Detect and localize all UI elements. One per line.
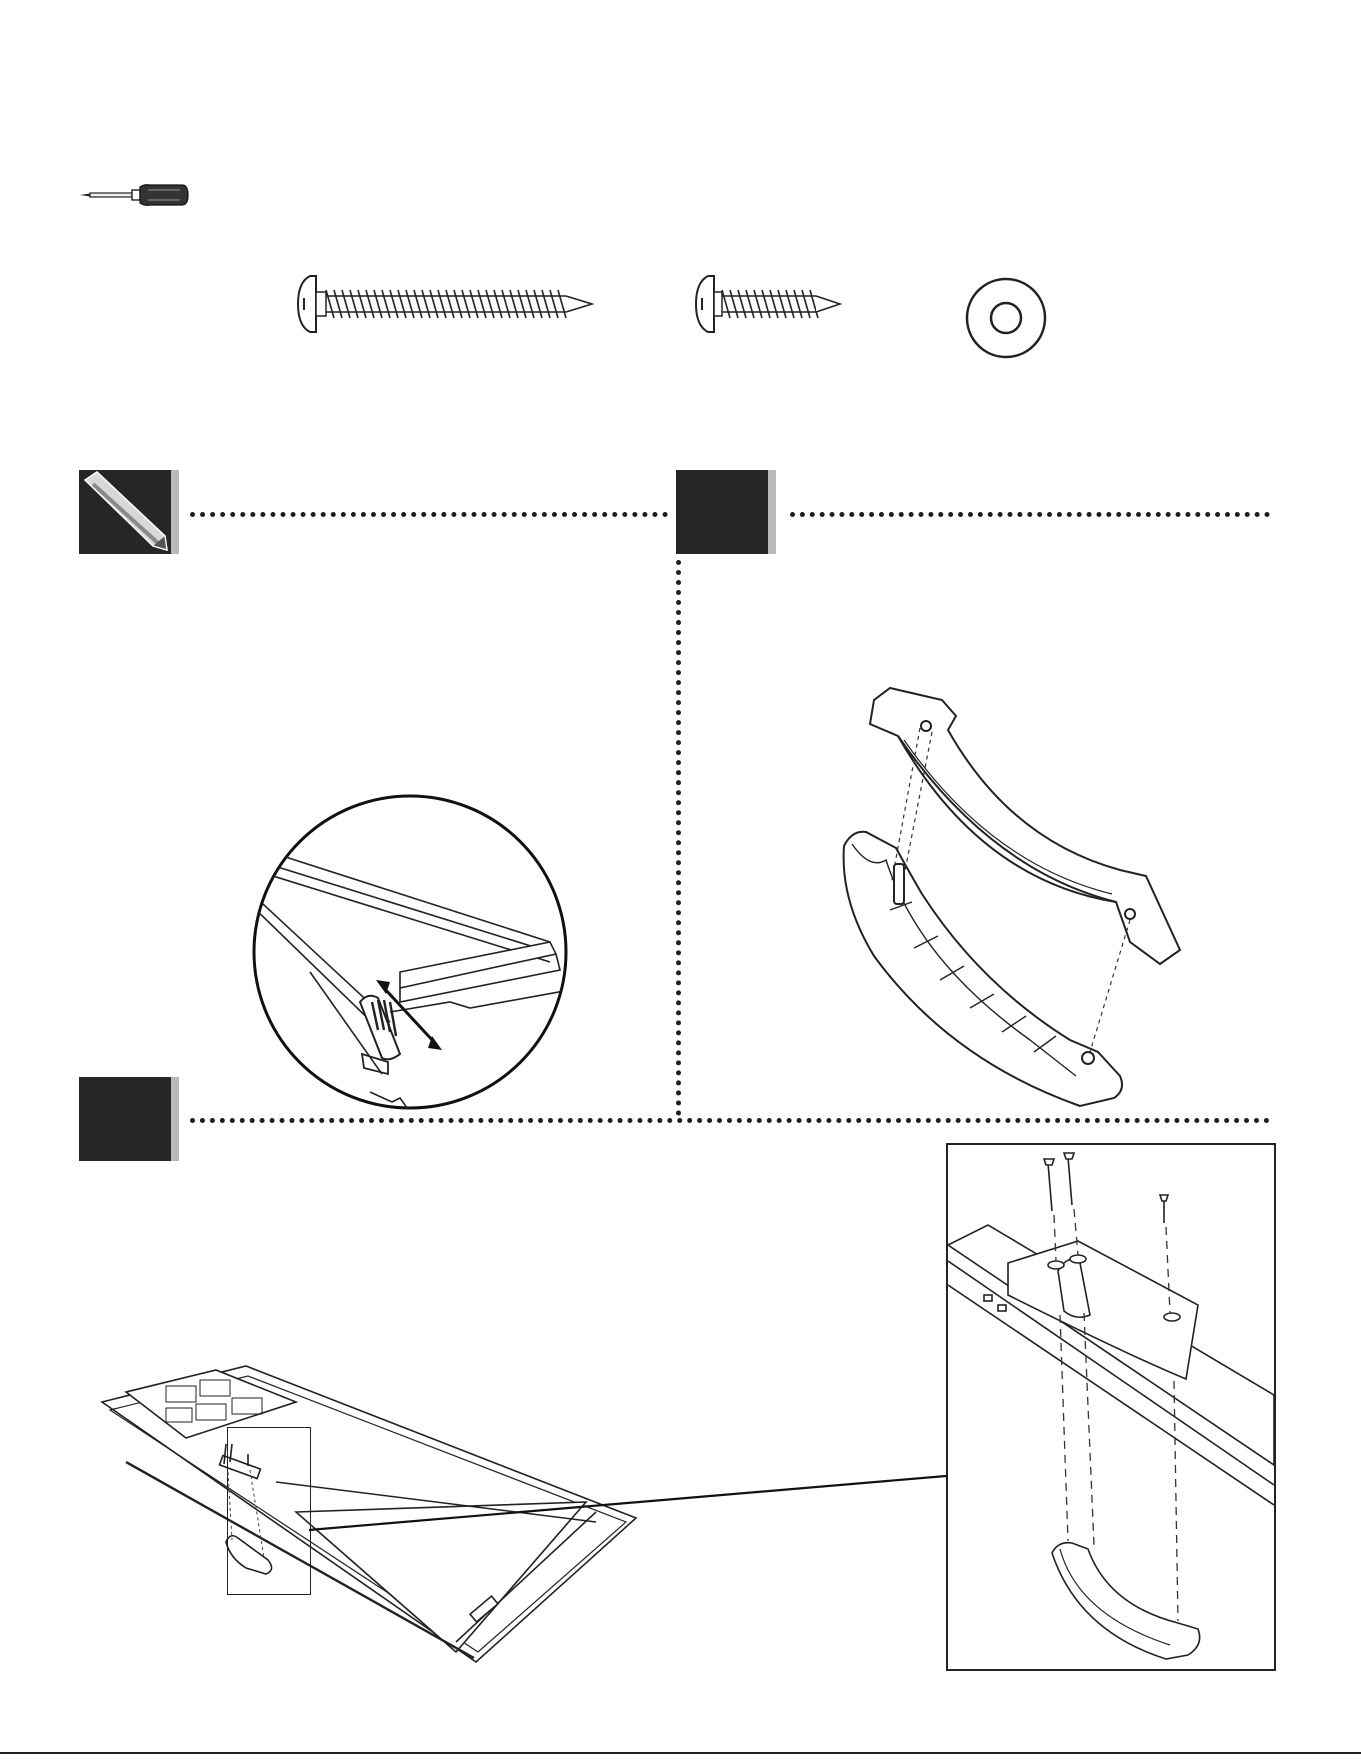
- slot-detail-illustration: [250, 792, 570, 1112]
- handle-mount-detail-illustration: [948, 1145, 1274, 1669]
- step-badge-3: [79, 1077, 171, 1161]
- washer-icon: [964, 276, 1048, 360]
- step-badge-1: [79, 470, 171, 554]
- page-bottom-rule: [0, 1752, 1361, 1754]
- detail-callout-small: [227, 1427, 311, 1595]
- callout-leader-line: [309, 1474, 949, 1534]
- short-screw-icon: [694, 272, 844, 336]
- long-screw-icon: [296, 272, 596, 336]
- pencil-tip-icon: [79, 470, 171, 554]
- step-1-separator: [190, 512, 668, 517]
- step-3-separator: [190, 1118, 1270, 1123]
- column-divider: [676, 560, 681, 1116]
- step-2-separator: [790, 512, 1270, 517]
- step-badge-2: [676, 470, 768, 554]
- handle-halves-illustration: [830, 680, 1200, 1110]
- detail-callout-large: [946, 1143, 1276, 1671]
- screwdriver-icon: [78, 182, 190, 208]
